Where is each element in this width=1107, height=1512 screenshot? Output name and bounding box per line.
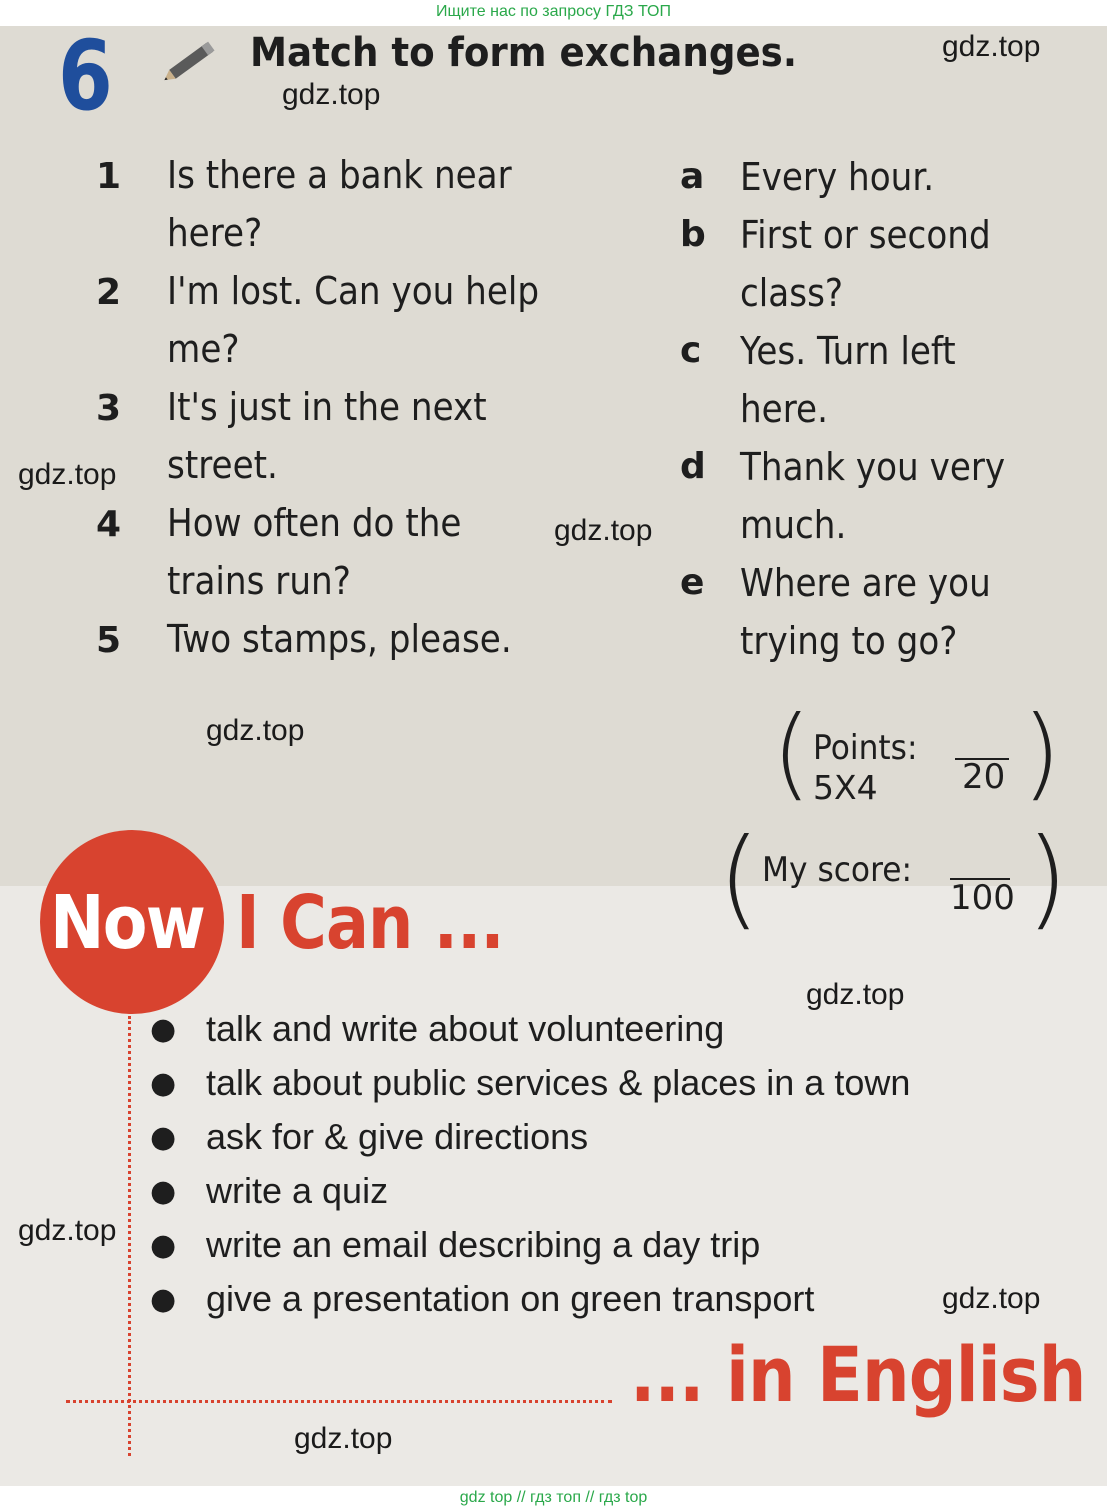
bullet-icon: ● <box>150 1120 177 1155</box>
answer-c <box>740 322 956 438</box>
dotted-vertical-rule <box>128 1016 131 1456</box>
bottom-banner <box>0 1486 1107 1512</box>
answer-d <box>740 438 1005 554</box>
question-number: 5 <box>96 620 122 661</box>
question-number: 3 <box>96 388 122 429</box>
top-banner <box>0 0 1107 26</box>
question-line: street. <box>167 443 278 487</box>
question-2 <box>167 262 539 378</box>
can-do-item: talk and write about volunteering <box>206 1008 725 1049</box>
score-total: 100 <box>950 878 1015 918</box>
points-multiplier: 5X4 <box>813 768 878 807</box>
question-line: trains run? <box>167 559 351 603</box>
can-do-item: talk about public services & places in a town <box>206 1062 911 1103</box>
question-line: I'm lost. Can you help <box>167 269 540 313</box>
question-line: Is there a bank near <box>167 153 512 197</box>
answer-line: much. <box>740 503 847 547</box>
points-total: 20 <box>962 757 1006 797</box>
score-left-paren: ( <box>718 816 761 941</box>
exercise-number: 6 <box>58 26 110 132</box>
dotted-horizontal-rule <box>66 1400 612 1403</box>
watermark: gdz.top <box>206 714 305 747</box>
question-5 <box>167 610 512 668</box>
question-4 <box>167 494 461 610</box>
answer-line: Thank you very <box>740 445 1006 489</box>
watermark: gdz.top <box>18 458 117 491</box>
watermark: gdz.top <box>806 978 905 1011</box>
answer-line: Every hour. <box>740 155 935 199</box>
question-number: 1 <box>96 156 122 197</box>
answer-line: First or second <box>740 213 991 257</box>
question-3 <box>167 378 487 494</box>
bullet-icon: ● <box>150 1012 177 1047</box>
pencil-icon <box>158 32 228 88</box>
answer-letter: b <box>680 214 706 255</box>
answer-letter: a <box>680 156 705 197</box>
question-line: How often do the <box>167 501 462 545</box>
can-do-item: give a presentation on green transport <box>206 1278 815 1319</box>
question-line: Two stamps, please. <box>167 617 512 661</box>
can-do-item: ask for & give directions <box>206 1116 589 1157</box>
can-do-item: write an email describing a day trip <box>206 1224 761 1265</box>
answer-letter: c <box>680 330 702 371</box>
can-do-item: write a quiz <box>206 1170 389 1211</box>
watermark: gdz.top <box>282 78 381 111</box>
watermark: gdz.top <box>942 30 1041 63</box>
answer-b <box>740 206 991 322</box>
question-number: 4 <box>96 504 122 545</box>
points-right-paren: ) <box>1022 694 1062 811</box>
bullet-icon: ● <box>150 1066 177 1101</box>
question-1 <box>167 146 512 262</box>
textbook-page <box>0 26 1107 1486</box>
question-line: me? <box>167 327 240 371</box>
score-right-paren: ) <box>1026 816 1069 941</box>
in-english-label: ... in English <box>630 1330 1086 1419</box>
points-label: Points: <box>813 728 918 768</box>
watermark: gdz.top <box>942 1282 1041 1315</box>
top-banner-text: Ищите нас по запросу ГДЗ ТОП <box>436 3 671 20</box>
answer-line: class? <box>740 271 844 315</box>
answer-letter: e <box>680 562 705 603</box>
question-line: It's just in the next <box>167 385 487 429</box>
score-label: My score: <box>762 850 913 890</box>
question-line: here? <box>167 211 263 255</box>
answer-line: Yes. Turn left <box>740 329 956 373</box>
i-can-label: I Can ... <box>236 880 504 966</box>
watermark: gdz.top <box>294 1422 393 1455</box>
answer-line: Where are you <box>740 561 991 605</box>
bullet-icon: ● <box>150 1228 177 1263</box>
answer-e <box>740 554 991 670</box>
watermark: gdz.top <box>554 514 653 547</box>
answer-a <box>740 148 934 206</box>
bullet-icon: ● <box>150 1174 177 1209</box>
answer-letter: d <box>680 446 706 487</box>
bullet-icon: ● <box>150 1282 177 1317</box>
watermark: gdz.top <box>18 1214 117 1247</box>
question-number: 2 <box>96 272 122 313</box>
bottom-banner-text: gdz top // гдз топ // гдз top <box>459 1489 648 1506</box>
points-left-paren: ( <box>772 694 812 811</box>
answer-line: trying to go? <box>740 619 958 663</box>
answer-line: here. <box>740 387 828 431</box>
exercise-title: Match to form exchanges. <box>250 30 797 76</box>
now-label: Now <box>50 880 205 966</box>
